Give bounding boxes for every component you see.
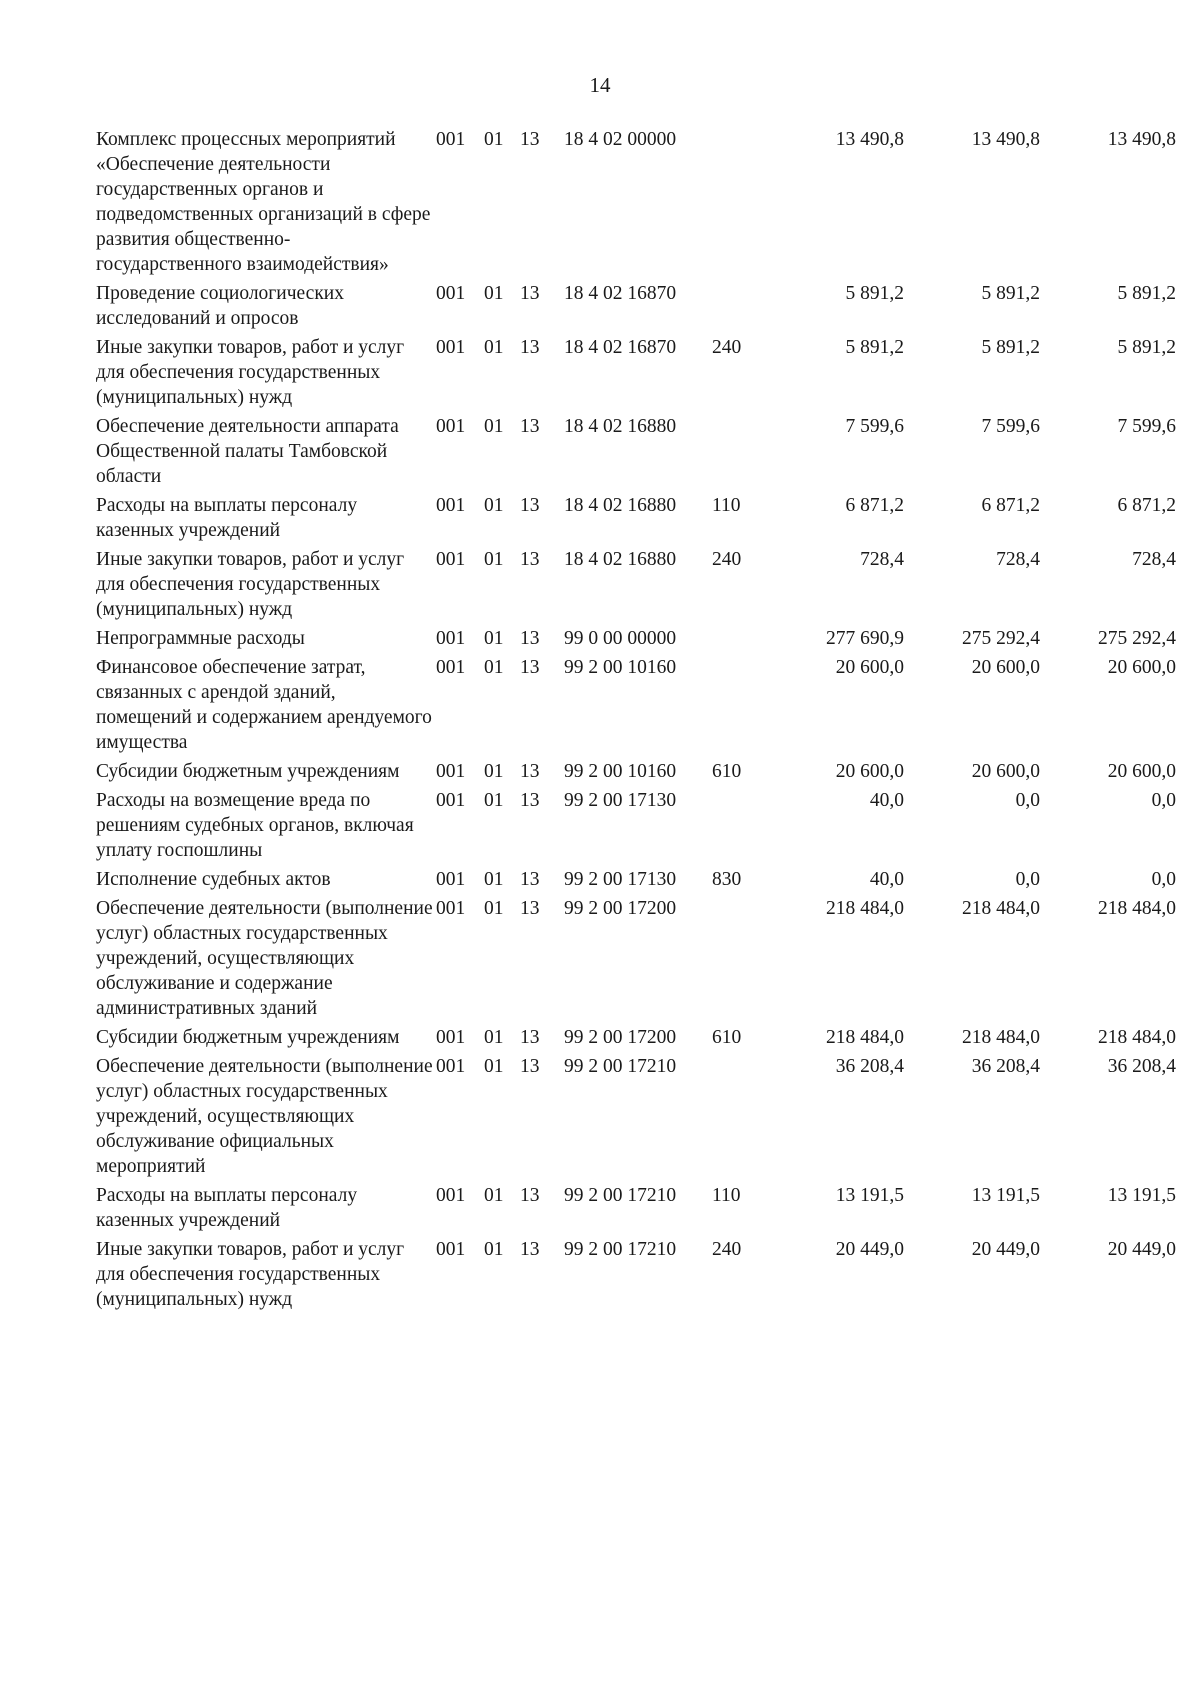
row-amount-2: 5 891,2 [981, 283, 1040, 304]
row-code-vr [712, 896, 768, 1025]
row-code-pr: 13 [520, 416, 540, 437]
row-amount-1: 277 690,9 [826, 628, 904, 649]
row-amount-1: 5 891,2 [845, 283, 904, 304]
row-amount-1: 218 484,0 [826, 1027, 904, 1048]
row-amount-3: 0,0 [1151, 869, 1176, 890]
row-amount-1: 40,0 [869, 869, 904, 890]
row-code-rz: 01 [484, 657, 504, 678]
row-code-vr: 610 [712, 761, 742, 782]
row-code-vr: 830 [712, 869, 742, 890]
row-code-rz: 01 [484, 495, 504, 516]
table-row [96, 414, 1176, 493]
row-name: Обеспечение деятельности аппарата Общественной палаты Тамбовской области [96, 416, 399, 487]
row-code-csr: 99 0 00 00000 [564, 628, 677, 649]
table-row [96, 127, 1176, 281]
row-code-gr: 001 [436, 495, 466, 516]
row-code-rz: 01 [484, 1056, 504, 1077]
row-code-vr [712, 788, 768, 867]
row-code-rz: 01 [484, 1027, 504, 1048]
row-amount-3: 275 292,4 [1098, 628, 1176, 649]
row-name: Непрограммные расходы [96, 628, 305, 649]
row-code-pr: 13 [520, 1027, 540, 1048]
table-row [96, 788, 1176, 867]
row-code-vr: 110 [712, 495, 741, 516]
row-amount-3: 7 599,6 [1117, 416, 1176, 437]
row-amount-1: 36 208,4 [835, 1056, 904, 1077]
row-amount-2: 20 449,0 [971, 1239, 1040, 1260]
table-row [96, 896, 1176, 1025]
row-amount-2: 13 490,8 [971, 129, 1040, 150]
row-amount-3: 218 484,0 [1098, 1027, 1176, 1048]
row-code-rz: 01 [484, 416, 504, 437]
row-amount-3: 20 600,0 [1107, 657, 1176, 678]
row-code-rz: 01 [484, 1185, 504, 1206]
row-amount-2: 0,0 [1015, 790, 1040, 811]
row-code-csr: 99 2 00 17200 [564, 898, 677, 919]
row-name: Комплекс процессных мероприятий «Обеспечение деятельности государственных органов и подведомственных организаций в сфере развития общественно-государственного взаимодействия» [96, 129, 431, 275]
row-code-gr: 001 [436, 416, 466, 437]
row-code-rz: 01 [484, 1239, 504, 1260]
row-amount-1: 728,4 [860, 549, 904, 570]
table-row [96, 1054, 1176, 1183]
row-name: Финансовое обеспечение затрат, связанных с арендой зданий, помещений и содержанием арендуемого имущества [96, 657, 432, 753]
row-name: Субсидии бюджетным учреждениям [96, 761, 400, 782]
row-amount-1: 40,0 [869, 790, 904, 811]
row-amount-2: 5 891,2 [981, 337, 1040, 358]
row-amount-1: 20 449,0 [835, 1239, 904, 1260]
table-row [96, 1025, 1176, 1054]
row-code-csr: 99 2 00 17210 [564, 1239, 677, 1260]
row-code-csr: 99 2 00 17130 [564, 869, 677, 890]
row-amount-3: 5 891,2 [1117, 337, 1176, 358]
row-name: Исполнение судебных актов [96, 869, 331, 890]
row-code-vr: 110 [712, 1185, 741, 1206]
row-amount-1: 7 599,6 [845, 416, 904, 437]
row-code-vr [712, 414, 768, 493]
row-code-rz: 01 [484, 869, 504, 890]
row-code-pr: 13 [520, 761, 540, 782]
table-row [96, 335, 1176, 414]
row-amount-2: 20 600,0 [971, 657, 1040, 678]
row-name: Проведение социологических исследований и опросов [96, 283, 344, 329]
row-code-rz: 01 [484, 790, 504, 811]
row-code-vr [712, 1054, 768, 1183]
row-code-rz: 01 [484, 628, 504, 649]
row-code-gr: 001 [436, 657, 466, 678]
row-amount-2: 0,0 [1015, 869, 1040, 890]
row-code-rz: 01 [484, 129, 504, 150]
row-code-rz: 01 [484, 898, 504, 919]
row-amount-3: 5 891,2 [1117, 283, 1176, 304]
row-code-pr: 13 [520, 1239, 540, 1260]
row-code-gr: 001 [436, 129, 466, 150]
row-amount-2: 728,4 [996, 549, 1040, 570]
row-amount-2: 275 292,4 [962, 628, 1040, 649]
row-code-csr: 99 2 00 17200 [564, 1027, 677, 1048]
row-amount-1: 13 490,8 [835, 129, 904, 150]
row-code-gr: 001 [436, 1056, 466, 1077]
row-name: Расходы на выплаты персоналу казенных учреждений [96, 1185, 358, 1231]
row-code-csr: 99 2 00 17210 [564, 1185, 677, 1206]
row-code-pr: 13 [520, 898, 540, 919]
table-row [96, 493, 1176, 547]
row-code-vr [712, 281, 768, 335]
row-code-csr: 99 2 00 17130 [564, 790, 677, 811]
row-amount-1: 20 600,0 [835, 657, 904, 678]
row-code-csr: 99 2 00 10160 [564, 657, 677, 678]
table-row [96, 626, 1176, 655]
row-code-rz: 01 [484, 761, 504, 782]
budget-table [96, 127, 1176, 1316]
row-amount-1: 13 191,5 [835, 1185, 904, 1206]
table-row [96, 1237, 1176, 1316]
row-code-gr: 001 [436, 283, 466, 304]
row-amount-1: 218 484,0 [826, 898, 904, 919]
page-number: 14 [589, 73, 611, 97]
row-code-vr [712, 127, 768, 281]
row-code-csr: 18 4 02 16870 [564, 283, 677, 304]
row-amount-2: 36 208,4 [971, 1056, 1040, 1077]
row-name: Обеспечение деятельности (выполнение услуг) областных государственных учреждений, осуществляющих обслуживание и содержание административных зданий [96, 898, 433, 1019]
row-amount-2: 20 600,0 [971, 761, 1040, 782]
table-row [96, 281, 1176, 335]
row-code-pr: 13 [520, 790, 540, 811]
row-code-pr: 13 [520, 283, 540, 304]
row-amount-1: 20 600,0 [835, 761, 904, 782]
table-row [96, 867, 1176, 896]
row-code-vr: 240 [712, 1239, 742, 1260]
row-code-gr: 001 [436, 337, 466, 358]
row-amount-3: 13 191,5 [1107, 1185, 1176, 1206]
row-code-pr: 13 [520, 495, 540, 516]
row-amount-2: 218 484,0 [962, 1027, 1040, 1048]
row-amount-2: 13 191,5 [971, 1185, 1040, 1206]
row-code-pr: 13 [520, 549, 540, 570]
row-amount-3: 0,0 [1151, 790, 1176, 811]
row-amount-1: 6 871,2 [845, 495, 904, 516]
table-row [96, 759, 1176, 788]
row-code-gr: 001 [436, 761, 466, 782]
row-code-rz: 01 [484, 337, 504, 358]
row-name: Иные закупки товаров, работ и услуг для обеспечения государственных (муниципальных) нужд [96, 337, 405, 408]
row-name: Обеспечение деятельности (выполнение услуг) областных государственных учреждений, осуществляющих обслуживание официальных мероприятий [96, 1056, 433, 1177]
row-code-pr: 13 [520, 628, 540, 649]
row-code-csr: 18 4 02 00000 [564, 129, 677, 150]
row-code-pr: 13 [520, 657, 540, 678]
row-code-rz: 01 [484, 549, 504, 570]
row-code-pr: 13 [520, 129, 540, 150]
row-code-gr: 001 [436, 1239, 466, 1260]
row-amount-3: 20 449,0 [1107, 1239, 1176, 1260]
table-row [96, 655, 1176, 759]
row-code-gr: 001 [436, 1027, 466, 1048]
row-code-vr: 240 [712, 337, 742, 358]
table-row [96, 1183, 1176, 1237]
row-amount-3: 13 490,8 [1107, 129, 1176, 150]
row-code-gr: 001 [436, 1185, 466, 1206]
row-code-pr: 13 [520, 869, 540, 890]
row-code-csr: 99 2 00 17210 [564, 1056, 677, 1077]
row-amount-1: 5 891,2 [845, 337, 904, 358]
row-amount-3: 6 871,2 [1117, 495, 1176, 516]
row-amount-2: 7 599,6 [981, 416, 1040, 437]
row-code-vr: 240 [712, 549, 742, 570]
row-amount-2: 218 484,0 [962, 898, 1040, 919]
row-code-rz: 01 [484, 283, 504, 304]
row-code-gr: 001 [436, 869, 466, 890]
row-amount-3: 728,4 [1132, 549, 1176, 570]
table-row [96, 547, 1176, 626]
row-code-pr: 13 [520, 1056, 540, 1077]
row-name: Расходы на выплаты персоналу казенных учреждений [96, 495, 358, 541]
row-amount-2: 6 871,2 [981, 495, 1040, 516]
row-amount-3: 20 600,0 [1107, 761, 1176, 782]
row-code-pr: 13 [520, 337, 540, 358]
row-amount-3: 218 484,0 [1098, 898, 1176, 919]
row-code-gr: 001 [436, 549, 466, 570]
row-name: Иные закупки товаров, работ и услуг для обеспечения государственных (муниципальных) нужд [96, 549, 405, 620]
row-code-gr: 001 [436, 898, 466, 919]
row-code-gr: 001 [436, 790, 466, 811]
row-code-vr: 610 [712, 1027, 742, 1048]
row-name: Субсидии бюджетным учреждениям [96, 1027, 400, 1048]
row-code-csr: 99 2 00 10160 [564, 761, 677, 782]
row-name: Иные закупки товаров, работ и услуг для обеспечения государственных (муниципальных) нужд [96, 1239, 405, 1310]
row-code-csr: 18 4 02 16880 [564, 416, 677, 437]
row-amount-3: 36 208,4 [1107, 1056, 1176, 1077]
row-name: Расходы на возмещение вреда по решениям судебных органов, включая уплату госпошлины [96, 790, 414, 861]
row-code-csr: 18 4 02 16870 [564, 337, 677, 358]
row-code-vr [712, 626, 768, 655]
row-code-csr: 18 4 02 16880 [564, 495, 677, 516]
row-code-pr: 13 [520, 1185, 540, 1206]
row-code-gr: 001 [436, 628, 466, 649]
budget-table-body [96, 127, 1176, 1316]
row-code-csr: 18 4 02 16880 [564, 549, 677, 570]
row-code-vr [712, 655, 768, 759]
